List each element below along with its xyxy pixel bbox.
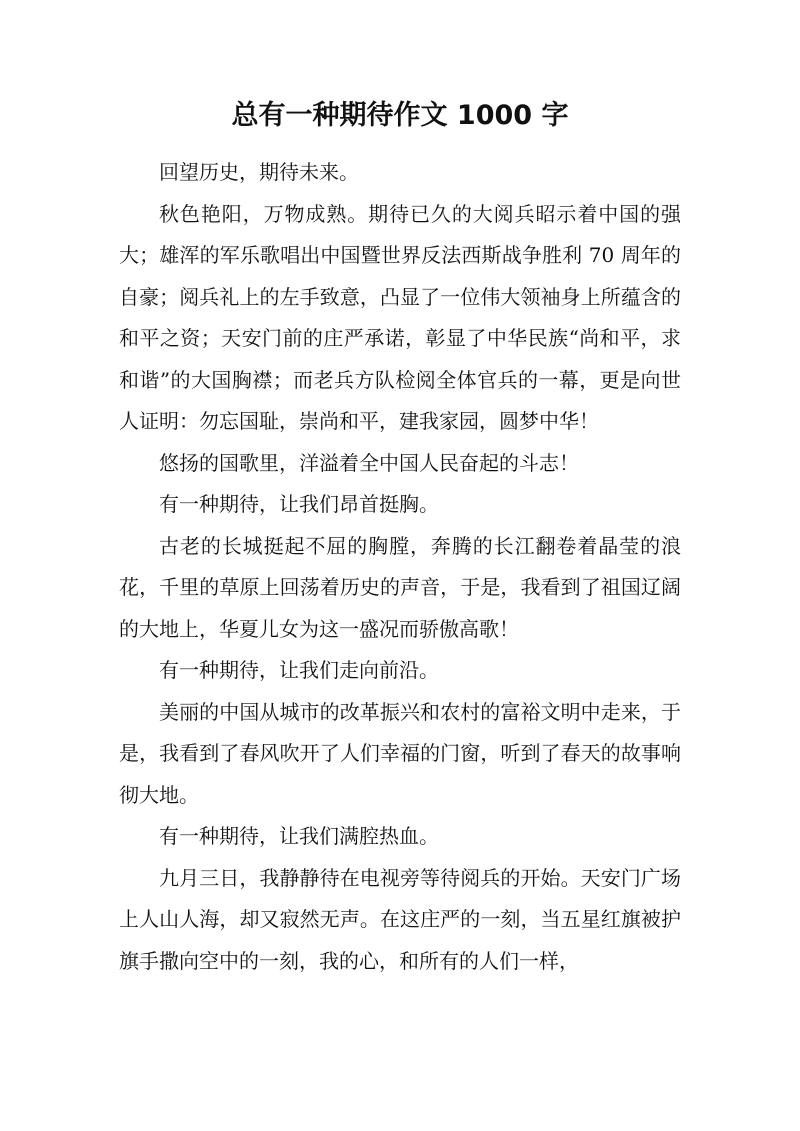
paragraph: 有一种期待，让我们走向前沿。 bbox=[159, 658, 439, 682]
paragraph: 美丽的中国从城市的改革振兴和农村的富裕文明中走来，于是，我看到了春风吹开了人们幸福的门窗，听到了春天的故事响彻大地。 bbox=[119, 699, 681, 807]
paragraph: 回望历史，期待未来。 bbox=[159, 160, 359, 184]
page-title: 总有一种期待作文 1000 字 bbox=[231, 100, 569, 131]
essay-body bbox=[119, 152, 681, 982]
paragraph: 有一种期待，让我们昂首挺胸。 bbox=[159, 492, 439, 516]
paragraph: 古老的长城挺起不屈的胸膛，奔腾的长江翻卷着晶莹的浪花，千里的草原上回荡着历史的声音，于是，我看到了祖国辽阔的大地上，华夏儿女为这一盛况而骄傲高歌！ bbox=[119, 533, 681, 641]
paragraph: 九月三日，我静静待在电视旁等待阅兵的开始。天安门广场上人山人海，却又寂然无声。在这庄严的一刻，当五星红旗被护旗手撒向空中的一刻，我的心，和所有的人们一样， bbox=[119, 865, 681, 973]
paragraph: 秋色艳阳，万物成熟。期待已久的大阅兵昭示着中国的强大；雄浑的军乐歌唱出中国暨世界反法西斯战争胜利 70 周年的自豪；阅兵礼上的左手致意，凸显了一位伟大领袖身上所蕴含的和平之资；天安门前的庄严承诺，彰显了中华民族“尚和平，求和谐”的大国胸襟；而老兵方队检阅全体官兵的一幕，更是向世人证明：勿忘国耻，崇尚和平，建我家园，圆梦中华！ bbox=[119, 201, 681, 433]
paragraph: 悠扬的国歌里，洋溢着全中国人民奋起的斗志！ bbox=[159, 450, 579, 475]
paragraph: 有一种期待，让我们满腔热血。 bbox=[159, 824, 439, 848]
